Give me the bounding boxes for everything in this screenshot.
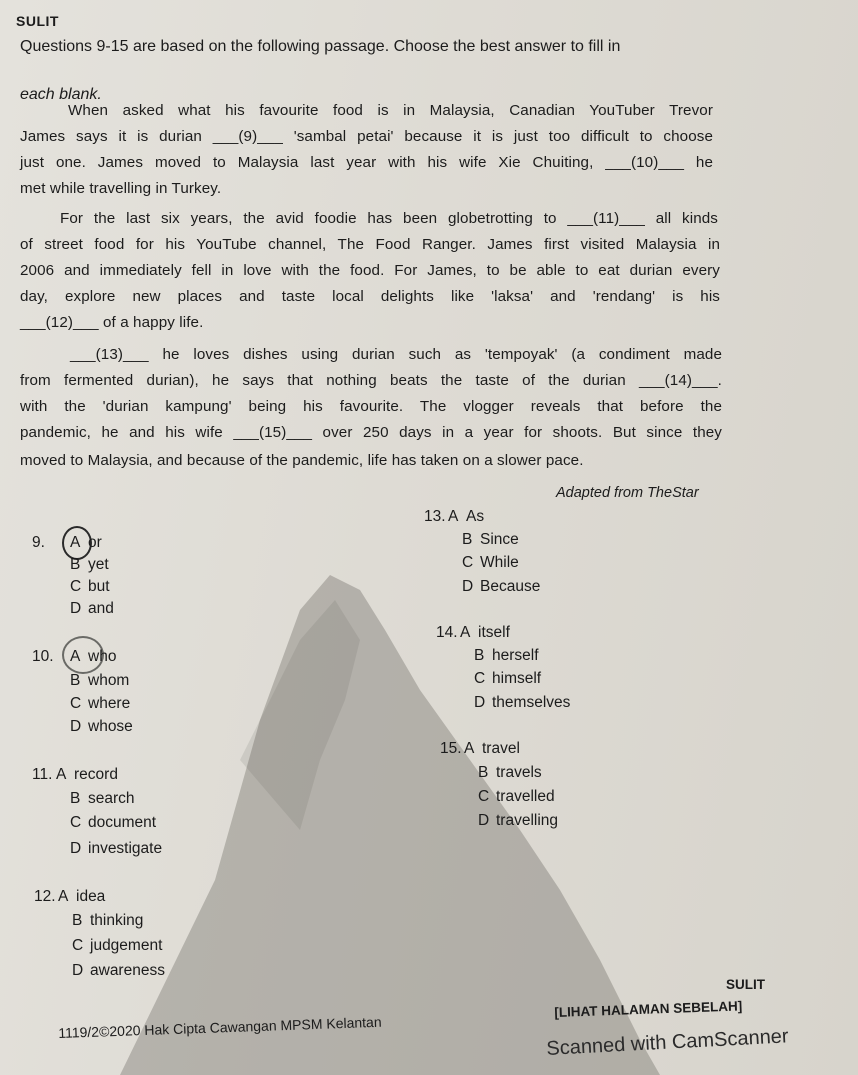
question-number: 10.	[32, 648, 54, 665]
passage-p3-line-3: with the 'durian kampung' being his favourite. The vlogger reveals that before the	[20, 398, 722, 415]
option-c[interactable]: C judgement	[72, 937, 163, 954]
passage-p3-line-5: moved to Malaysia, and because of the pandemic, life has taken on a slower pace.	[20, 452, 584, 469]
option-b[interactable]: B Since	[462, 531, 519, 548]
option-a[interactable]: A or	[70, 534, 102, 551]
passage-p1-line-4: met while travelling in Turkey.	[20, 180, 222, 197]
passage-p1-line-1: When asked what his favourite food is in Malaysia, Canadian YouTuber Trevor	[68, 102, 713, 119]
question-number: 15.	[440, 740, 462, 757]
option-c[interactable]: C but	[70, 578, 110, 595]
option-b[interactable]: B travels	[478, 764, 542, 781]
question-number: 9.	[32, 534, 45, 551]
option-b[interactable]: B yet	[70, 556, 109, 573]
option-a[interactable]: A travel	[464, 740, 520, 757]
passage-p3-line-4: pandemic, he and his wife ___(15)___ over 250 days in a year for shoots. But since they	[20, 424, 722, 441]
question-number: 11.	[32, 766, 53, 783]
passage-p2-line-4: day, explore new places and taste local delights like 'laksa' and 'rendang' is his	[20, 288, 720, 305]
option-a[interactable]: A record	[56, 766, 118, 783]
option-d[interactable]: D investigate	[70, 840, 163, 857]
option-c[interactable]: C document	[70, 814, 157, 831]
copyright-line: 1119/2©2020 Hak Cipta Cawangan MPSM Kelantan	[58, 1013, 382, 1041]
question-number: 12.	[34, 888, 56, 905]
option-d[interactable]: D Because	[462, 578, 541, 595]
option-d[interactable]: D themselves	[474, 694, 571, 711]
option-b[interactable]: B thinking	[72, 912, 144, 929]
question-number: 13.	[424, 508, 446, 525]
option-d[interactable]: D awareness	[72, 962, 165, 979]
option-d[interactable]: D whose	[70, 718, 133, 735]
scanner-watermark: Scanned with CamScanner	[545, 1025, 790, 1060]
option-d[interactable]: D travelling	[478, 812, 559, 829]
instruction-line-1: Questions 9-15 are based on the following passage. Choose the best answer to fill in	[20, 38, 621, 55]
source-credit: Adapted from TheStar	[556, 485, 699, 501]
option-a[interactable]: A As	[448, 508, 485, 525]
passage-p2-line-2: of street food for his YouTube channel, The Food Ranger. James first visited Malaysia in	[20, 236, 720, 253]
passage-p2-line-5: ___(12)___ of a happy life.	[20, 314, 204, 331]
option-c[interactable]: C travelled	[478, 788, 555, 805]
passage-p2-line-1: For the last six years, the avid foodie has been globetrotting to ___(11)___ all kinds	[60, 210, 718, 227]
next-page-note: [LIHAT HALAMAN SEBELAH]	[554, 998, 743, 1020]
footer-sulit: SULIT	[726, 977, 765, 992]
option-c[interactable]: C where	[70, 695, 131, 712]
option-b[interactable]: B search	[70, 790, 135, 807]
option-d[interactable]: D and	[70, 600, 114, 617]
passage-p3-line-1: ___(13)___ he loves dishes using durian such as 'tempoyak' (a condiment made	[70, 346, 722, 363]
option-a[interactable]: A who	[70, 648, 117, 665]
option-c[interactable]: C himself	[474, 670, 542, 687]
option-a[interactable]: A idea	[58, 888, 106, 905]
option-b[interactable]: B whom	[70, 672, 130, 689]
option-a[interactable]: A itself	[460, 624, 510, 641]
passage-p2-line-3: 2006 and immediately fell in love with the food. For James, to be able to eat durian every	[20, 262, 720, 279]
sulit-header: SULIT	[16, 13, 59, 29]
instruction-line-2: each blank.	[20, 86, 102, 103]
question-number: 14.	[436, 624, 458, 641]
option-c[interactable]: C While	[462, 554, 519, 571]
passage-p3-line-2: from fermented durian), he says that nothing beats the taste of the durian ___(14)___.	[20, 372, 722, 389]
passage-p1-line-3: just one. James moved to Malaysia last year with his wife Xie Chuiting, ___(10)___ he	[20, 154, 713, 171]
passage-p1-line-2: James says it is durian ___(9)___ 'sambal petai' because it is just too difficult to choose	[20, 128, 713, 145]
option-b[interactable]: B herself	[474, 647, 539, 664]
